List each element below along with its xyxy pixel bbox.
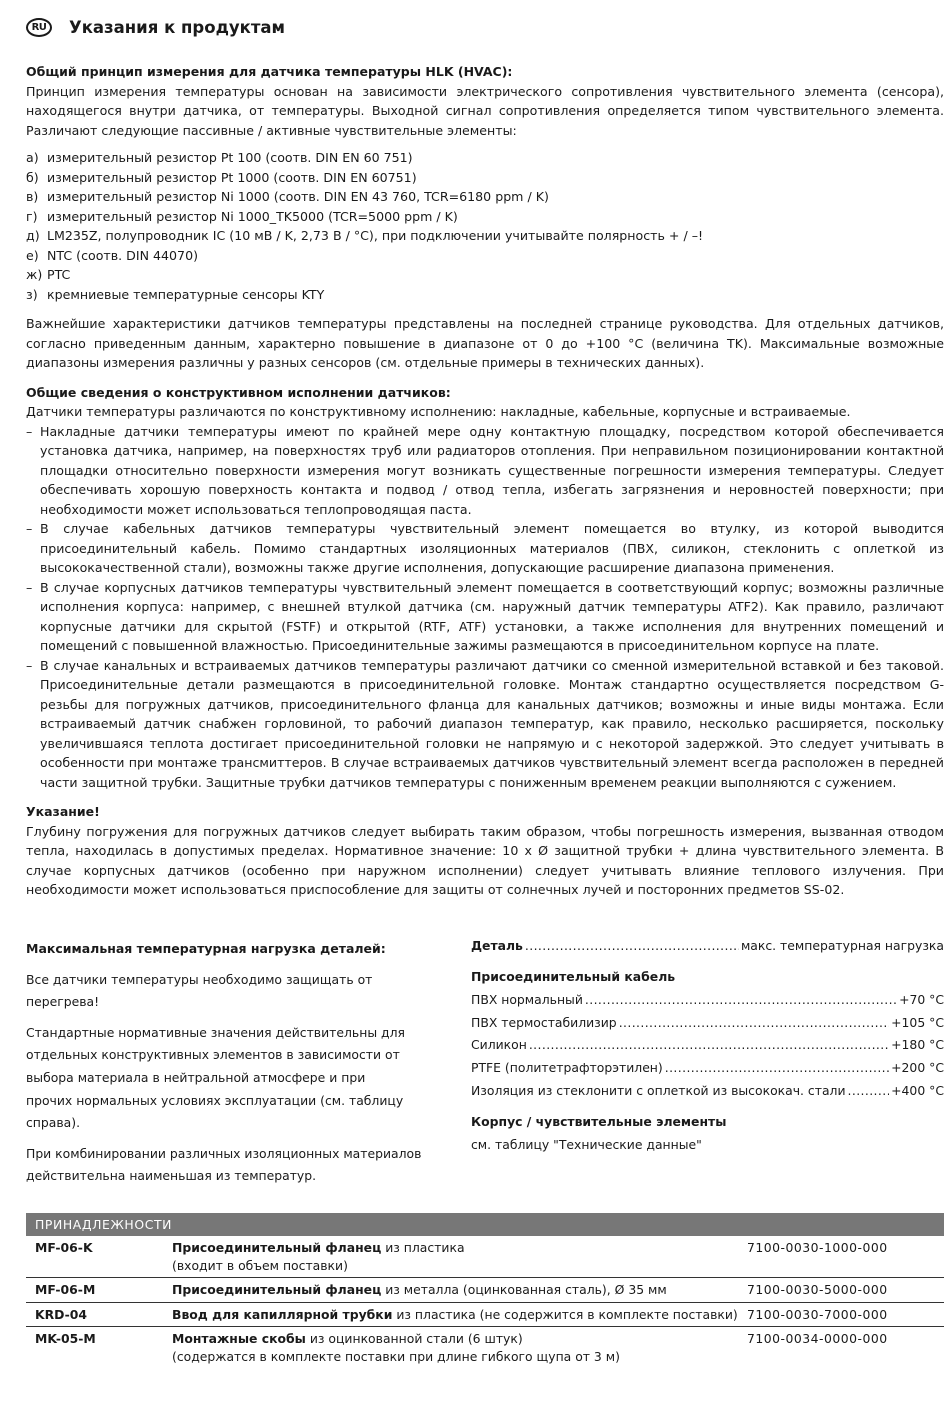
list-item: а) измерительный резистор Pt 100 (соотв. DIN EN 60 751) xyxy=(26,150,413,165)
design-list xyxy=(26,422,944,793)
load-table-header xyxy=(471,938,944,961)
page-title: Указания к продуктам xyxy=(69,17,286,37)
design-intro: Датчики температуры различаются по конструктивному исполнению: накладные, кабельные, корпусные и встраиваемые. xyxy=(26,404,851,419)
table-row: Силикон ..... +180 °C xyxy=(471,1037,944,1060)
table-row: MF-06-M Присоединительный фланец из металла (оцинкованная сталь), Ø 35 мм 7100-0030-5000-000 xyxy=(26,1278,944,1303)
list-item: е) NTC (соотв. DIN 44070) xyxy=(26,247,198,263)
table-row: Изоляция из стеклонити с оплеткой из высококач. стали ..... +400 °C xyxy=(471,1083,944,1106)
table-row: ПВХ термостабилизир ..... +105 °C xyxy=(471,1015,944,1038)
table-row: PTFE (политетрафторэтилен) ..... +200 °C xyxy=(471,1060,944,1083)
notice-title: Указание! xyxy=(26,804,100,819)
max-load-standard: Стандартные нормативные значения действительны для отдельных конструктивных элементов в зависимости от выбора материала в нейтральной атмосфере и при прочих нормальных условиях эксплуатации (см. таблицу справа). xyxy=(26,1024,405,1131)
accessories-title: ПРИНАДЛЕЖНОСТИ xyxy=(26,1213,944,1236)
load-table xyxy=(471,938,944,1188)
characteristics-note: Важнейшие характеристики датчиков температуры представлены на последней странице руководства. Для отдельных датчиков, согласно приведенным данным, характерно повышение в диапазоне от 0 до +100 °C (величина TK). Максимальные возможные диапазоны измерения различны у разных сенсоров (см. отдельные примеры в технических данных). xyxy=(26,316,944,370)
notice-text: Глубину погружения для погружных датчиков следует выбирать таким образом, чтобы погрешность измерения, вызванная отводом тепла, находилась в допустимых пределах. Нормативное значение: 10 x Ø защитной трубки + длина чувствительного элемента. В случае корпусных датчиков (особенно при наружном исполнении) следует учитывать влияние теплового излучения. При необходимости может использоваться приспособление для защиты от солнечных лучей и посторонних предметов SS-02. xyxy=(26,823,944,897)
page-header xyxy=(26,14,944,40)
table-row: ПВХ нормальный ..... +70 °C xyxy=(471,992,944,1015)
list-item: – В случае канальных и встраиваемых датчиков температуры различают датчики со сменной измерительной вставкой и без таковой. Присоединительные детали размещаются в присоединительной головке. Монтаж стандартно осуществляется посредством G-резьбы для погружных датчиков, присоединительного фланца для канальных датчиков; возможны и иные виды монтажа. Если встраиваемый датчик снабжен горловиной, то рабочий диапазон температур, как правило, несколько расширяется, поскольку увеличившаяся теплота достигает присоединительной головки не напрямую и с некоторой задержкой. Это следует учитывать в особенности при монтаже трансмиттеров. В случае встраиваемых датчиков чувствительный элемент всегда расположен в передней части защитной трубки. Защитные трубки датчиков температуры с пониженным временем реакции выполняются с сужением. xyxy=(26,657,944,790)
sensor-list xyxy=(26,148,944,304)
list-item: г) измерительный резистор Ni 1000_TK5000 (TCR=5000 ppm / K) xyxy=(26,208,458,224)
principle-title: Общий принцип измерения для датчика температуры HLK (HVAC): xyxy=(26,64,513,79)
head-load: макс. температурная нагрузка xyxy=(740,938,944,953)
housing-note: см. таблицу "Технические данные" xyxy=(471,1136,702,1152)
load-section xyxy=(26,938,944,1188)
page-content xyxy=(26,14,944,900)
principle-text: Принцип измерения температуры основан на зависимости электрического сопротивления чувствительного элемента (сенсора), находящегося внутри датчика, от температуры. Выходной сигнал сопротивления определяется типом чувствительного элемента. Различают следующие пассивные / активные чувствительные элементы: xyxy=(26,83,944,138)
table-row: KRD-04 Ввод для капиллярной трубки из пластика (не содержится в комплекте поставки) 7100-0030-7000-000 xyxy=(26,1303,944,1328)
design-title: Общие сведения о конструктивном исполнении датчиков: xyxy=(26,384,451,400)
list-item: б) измерительный резистор Pt 1000 (соотв. DIN EN 60751) xyxy=(26,169,417,185)
list-item: д) LM235Z, полупроводник IC (10 мВ / K, 2,73 В / °C), при подключении учитывайте полярность + / –! xyxy=(26,228,704,243)
list-item: – В случае корпусных датчиков температуры чувствительный элемент помещается в соответствующий корпус; возможны различные исполнения корпуса: например, с внешней втулкой датчика (см. наружный датчик температуры ATF2). Как правило, различают корпусные датчики для скрытой (FSTF) и открытой (RTF, ATF) установки, а также исполнения для внутренних помещений и помещений с повышенной влажностью. Присоединительные зажимы размещаются в присоединительном корпусе на плате. xyxy=(26,579,944,653)
head-part: Деталь xyxy=(471,938,523,953)
max-load-title: Максимальная температурная нагрузка деталей: xyxy=(26,941,386,956)
list-item: з) кремниевые температурные сенсоры KTY xyxy=(26,286,325,302)
table-row: MK-05-M Монтажные скобы из оцинкованной стали (6 штук) (содержатся в комплекте поставки при длине гибкого щупа от 3 м) 7100-0034-0000-000 xyxy=(35,1331,888,1364)
accessories-table xyxy=(26,1213,944,1368)
list-item: ж) PTC xyxy=(26,267,71,282)
list-item: в) измерительный резистор Ni 1000 (соотв. DIN EN 43 760, TCR=6180 ppm / K) xyxy=(26,189,549,204)
language-badge: RU xyxy=(26,18,52,37)
list-item: – Накладные датчики температуры имеют по крайней мере одну контактную площадку, посредством которой обеспечивается установка датчика, например, на поверхностях труб или радиаторов отопления. При неправильном позиционировании контактной площадки относительно поверхности измерения могут возникать существенные погрешности измерения температуры. Следует обеспечивать хорошую поверхность контакта и подвод / отвод тепла, избегать загрязнения и неровностей поверхности; при необходимости может использоваться теплопроводящая паста. xyxy=(26,423,944,517)
table-row: MF-06-K Присоединительный фланец из пластика (входит в объем поставки) 7100-0030-1000-000 xyxy=(26,1236,944,1278)
max-load-block xyxy=(26,938,446,1188)
max-load-combined: При комбинировании различных изоляционных материалов действительна наименьшая из температур. xyxy=(26,1145,422,1184)
max-load-warning: Все датчики температуры необходимо защищать от перегрева! xyxy=(26,971,373,1010)
housing-title: Корпус / чувствительные элементы xyxy=(471,1113,727,1129)
list-item: – В случае кабельных датчиков температуры чувствительный элемент помещается во втулку, из которой выводится присоединительный кабель. Помимо стандартных изоляционных материалов (ПВХ, силикон, стеклонить с оплеткой из высококачественной стали), возможны также другие исполнения, допускающие расширение диапазона применения. xyxy=(26,521,944,575)
cable-title: Присоединительный кабель xyxy=(471,968,676,984)
